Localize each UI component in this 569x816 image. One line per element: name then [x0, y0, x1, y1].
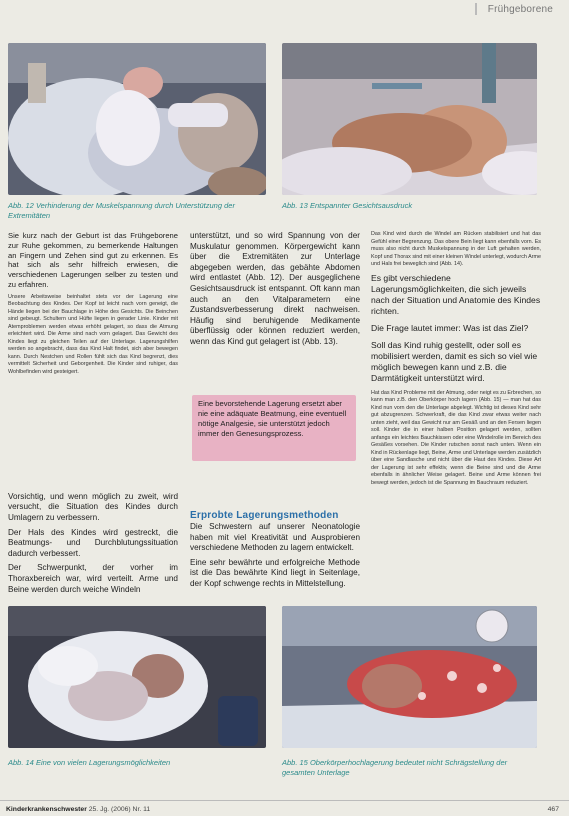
col1-paragraph-1: Vorsichtig, und wenn möglich zu zweit, wird versucht, die Situation des Kindes durch Umlagern zu verbessern.	[8, 491, 178, 522]
col3-small-paragraph-2: Hat das Kind Probleme mit der Atmung, oder neigt es zu Erbrechen, so kann man z.B. den Oberkörper hoch lagern (Abb. 15) — man hat das Kind nun vorn den die Unterlage abgelegt. Wichtig ist dieses Kind sehr gut abzugrenzen. Schwerkraft, die das Kind zwar etwas weiter nach unten zieht, weil das Gewicht nur am Gesäß und an den Fersen liegen soll. Kinder die in einer halben Position gelagert werden, sollten anfangs ein leichtes Bauchkissen oder eine Windelrolle im Bereich des Gesäßes vorsehen. Die Kinder rutschen sonst nach unten. Wenn ein Kind in Rückenlage liegt, Beine, Arme und Unterlage werden zusätzlich über eine Sandlasche und nicht über die Haut des Kindes. Diese Art der Lagerung ist sehr effektiv, wenn die Beine sind und die Arme ebenfalls in ähnlicher Weise gelagert. Beine und Arme können frei bewegt werden, jedoch ist die Spannung im Bauchraum reduziert.	[371, 389, 541, 486]
col3-small-paragraph-1: Das Kind wird durch die Windel am Rücken stabilisiert und hat das Gefühl einer Begrenzung. Das obere Bein liegt kann ebenfalls vorn. Es muss also nicht durch Muskelspannung in der Luft gehalten werden, Kopf und Thorax sind mit einer kleinen Windel unterlegt, wodurch Arme und Hals frei beweglich sind (Abb. 14).	[371, 231, 541, 267]
caption-abb-14: Abb. 14 Eine von vielen Lagerungsmöglichkeiten	[8, 758, 171, 767]
col2-paragraph-3: Eine sehr bewährte und erfolgreiche Methode ist die Das bewährte Kind liegt in Seitenlage, der Kopf schwenge rechts in Mittelstellung.	[190, 557, 360, 588]
column-2	[190, 231, 360, 352]
section-label: Frühgeborene	[487, 4, 553, 15]
column-3	[371, 231, 541, 518]
infant-photo-13	[282, 43, 537, 195]
col1-small-text	[8, 294, 178, 490]
footer-issue: 25. Jg. (2006) Nr. 11	[86, 806, 151, 813]
col3-paragraph-3: Soll das Kind ruhig gestellt, oder soll es mobilisiert werden, damit es sich so viel wie möglich bewegen kann und z.B. die Darmtätigkeit unterstützt wird.	[371, 339, 538, 383]
infant-photo-15	[282, 606, 537, 748]
col3-small-top	[371, 231, 541, 269]
col1-paragraph-3: Der Schwerpunkt, der vorher im Thoraxbereich war, wird verteilt. Arme und Beine werden durch weiche Windeln	[8, 563, 178, 594]
footer-journal	[6, 806, 150, 813]
photo-abb-15	[282, 606, 537, 748]
caption-abb-13: Abb. 13 Entspannter Gesichtsausdruck	[282, 201, 413, 210]
footer-journal-title: Kinderkrankenschwester	[6, 806, 87, 813]
infant-photo-14	[8, 606, 266, 748]
section-heading: Erprobte Lagerungsmethoden	[190, 510, 339, 521]
caption-abb-12: Abb. 12 Verhinderung der Muskelspannung durch Unterstützung der Extremitäten	[8, 201, 235, 220]
section-divider	[475, 3, 477, 15]
col2-paragraph-2: Die Schwestern auf unserer Neonatologie haben mit viel Kreativität und Ausprobieren verschiedene Methoden zu lagern entwickelt.	[190, 522, 360, 553]
infant-photo-12	[8, 43, 266, 195]
col3-main	[371, 273, 541, 384]
page-number: 467	[547, 806, 559, 813]
col1-small-paragraph: Unsere Arbeitsweise beinhaltet stets vor der Lagerung eine Beobachtung des Kindes. Der Kopf ist leicht nach vorn geneigt, die Hände liegen bei der Bauchlage in Höhe des Gesichts. Die Beinchen sind gebeugt. Schultern und Hüfte liegen in gerader Linie. Kinder mit Atemproblemen werden etwas erhöht gelagert, so dass die Atmung erleichtert wird. Die Arme sind nach vorn gelagert. Das Gewicht des Kindes liegt zu gleichen Teilen auf der Unterlage. Lagerungshilfen werden so angebracht, dass das Kind Halt findet, sich aber bewegen kann. Durch Nestchen und Rollen fühlt sich das Kind begrenzt, dies vermittelt Sicherheit und Geborgenheit. Die Kinder sind ruhiger, das Wohlbefinden wird gesteigert.	[8, 293, 178, 375]
col1-paragraph-2: Der Hals des Kindes wird gestreckt, die Beatmungs- und Durchblutungssituation dadurch verbessert.	[8, 527, 178, 558]
col3-paragraph-2: Die Frage lautet immer: Was ist das Ziel?	[371, 322, 529, 333]
col1-intro: Sie kurz nach der Geburt ist das Frühgeborene zur Ruhe gekommen, zu bemerkende Haltungen an Fingern und Zehen sind gut zu erkennen. Es hat sich als sehr hilfreich erwiesen, die verschiedenen Lagerungen selber zu testen und zu erfahren.	[8, 231, 178, 289]
column-2-lower	[190, 522, 360, 594]
photo-abb-12	[8, 43, 266, 195]
column-1	[8, 231, 178, 599]
photo-abb-13	[282, 43, 537, 195]
col3-paragraph-1: Es gibt verschiedene Lagerungsmöglichkeiten, die sich jeweils nach der Situation und Anatomie des Kindes richten.	[371, 272, 541, 316]
col2-paragraph-1: unterstützt, und so wird Spannung von der Muskulatur genommen. Körpergewicht kann über die Extremitäten zur Unterlage abgegeben werden, das gebähte Abdomen wird entlastet (Abb. 12). Der ausgeglichene Gesichtsausdruck ist entspannt. Oft kann man auch an den Vitalparametern eine Zustandsverbesserung direkt nachweisen. Häufig sind beruhigende Medikamente überflüssig oder können reduziert werden, wenn das Kind gut gelagert ist (Abb. 13).	[190, 231, 360, 346]
caption-abb-15: Abb. 15 Oberkörperhochlagerung bedeutet nicht Schrägstellung der gesamten Unterlage	[282, 758, 508, 777]
col3-small-bottom	[371, 390, 541, 518]
photo-abb-14	[8, 606, 266, 748]
info-box: Eine bevorstehende Lagerung ersetzt aber nie eine adäquate Beatmung, eine eventuell nötige Analgesie, sie unterstützt jedoch immer den Genesungsprozess.	[192, 395, 356, 461]
